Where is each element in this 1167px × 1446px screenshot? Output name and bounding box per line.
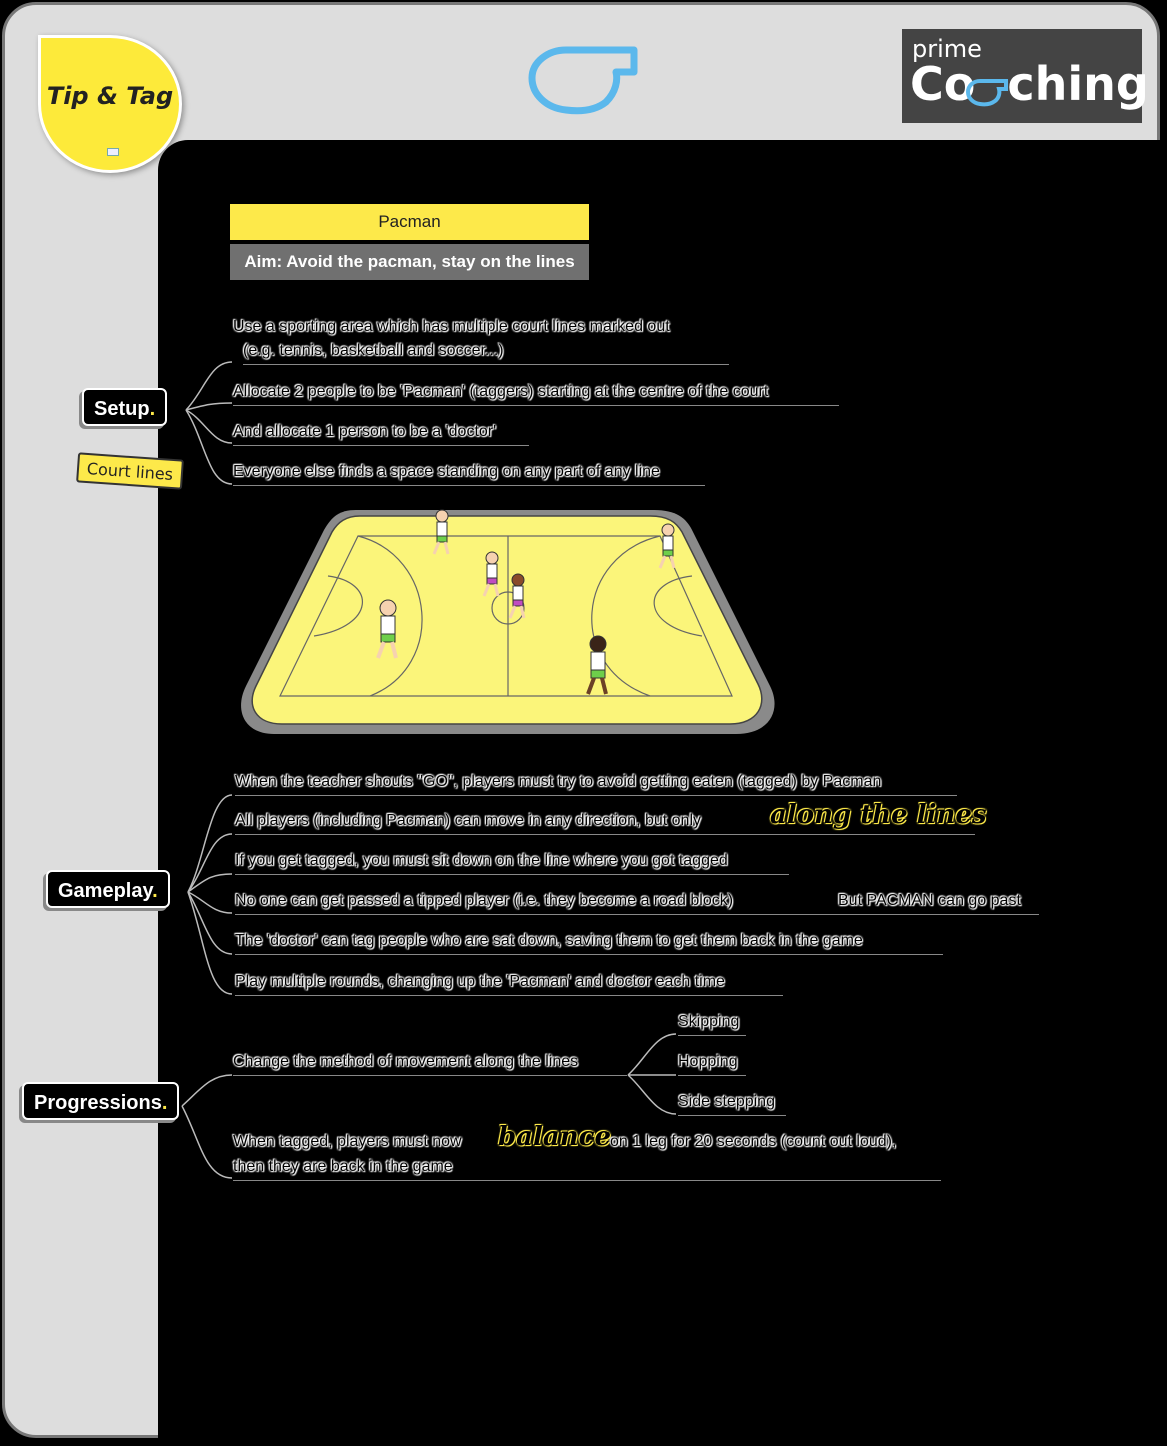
- setup-label-text: Setup: [94, 398, 150, 420]
- gameplay-item-4: No one can get passed a tipped player (i.e. they become a road block): [235, 892, 1039, 915]
- setup-item-1b: (e.g. tennis, basketball and soccer...): [243, 342, 729, 365]
- progression-tagged-prefix: When tagged, players must now: [233, 1133, 462, 1150]
- gameplay-item-1: When the teacher shouts "GO", players must try to avoid getting eaten (tagged) by Pacman: [235, 773, 957, 796]
- method-hopping: Hopping: [678, 1053, 746, 1076]
- method-skipping: Skipping: [678, 1013, 746, 1036]
- gameplay-item-5: The 'doctor' can tag people who are sat down, saving them to get them back in the game: [235, 932, 943, 955]
- court-lines-tag: Court lines: [76, 452, 184, 489]
- setup-item-4: Everyone else finds a space standing on any part of any line: [233, 463, 705, 486]
- progression-tagged-line2: then they are back in the game: [233, 1158, 941, 1181]
- balance-emphasis: balance: [498, 1122, 612, 1152]
- gameplay-item-3: If you get tagged, you must sit down on the line where you got tagged: [235, 852, 789, 875]
- activity-title: Pacman: [230, 204, 589, 240]
- method-side-stepping: Side stepping: [678, 1093, 786, 1116]
- activity-aim: Aim: Avoid the pacman, stay on the lines: [230, 244, 589, 280]
- gameplay-note: But PACMAN can go past: [838, 892, 1021, 909]
- brand-top-text: prime: [912, 35, 982, 63]
- court-illustration: [236, 496, 778, 740]
- progressions-label-text: Progressions: [34, 1092, 162, 1114]
- gameplay-label: Gameplay.: [46, 870, 170, 908]
- setup-item-1: Use a sporting area which has multiple court lines marked out: [233, 318, 670, 335]
- gameplay-label-text: Gameplay: [58, 880, 153, 902]
- setup-label: Setup.: [82, 388, 167, 426]
- badge-title: Tip & Tag: [46, 82, 174, 110]
- setup-item-3: And allocate 1 person to be a 'doctor': [233, 423, 529, 446]
- progressions-label: Progressions.: [22, 1082, 179, 1120]
- gameplay-item-6: Play multiple rounds, changing up the 'Pacman' and doctor each time: [235, 973, 783, 996]
- gameplay-item-2: All players (including Pacman) can move in any direction, but only: [235, 812, 975, 835]
- progression-tagged-suffix: on 1 leg for 20 seconds (count out loud),: [610, 1133, 897, 1150]
- along-the-lines-emphasis: along the lines: [770, 800, 987, 830]
- progression-change: Change the method of movement along the lines: [233, 1053, 627, 1076]
- brand-bottom-text: Co ching: [910, 57, 1149, 111]
- setup-item-2: Allocate 2 people to be 'Pacman' (taggers) starting at the centre of the court: [233, 383, 839, 406]
